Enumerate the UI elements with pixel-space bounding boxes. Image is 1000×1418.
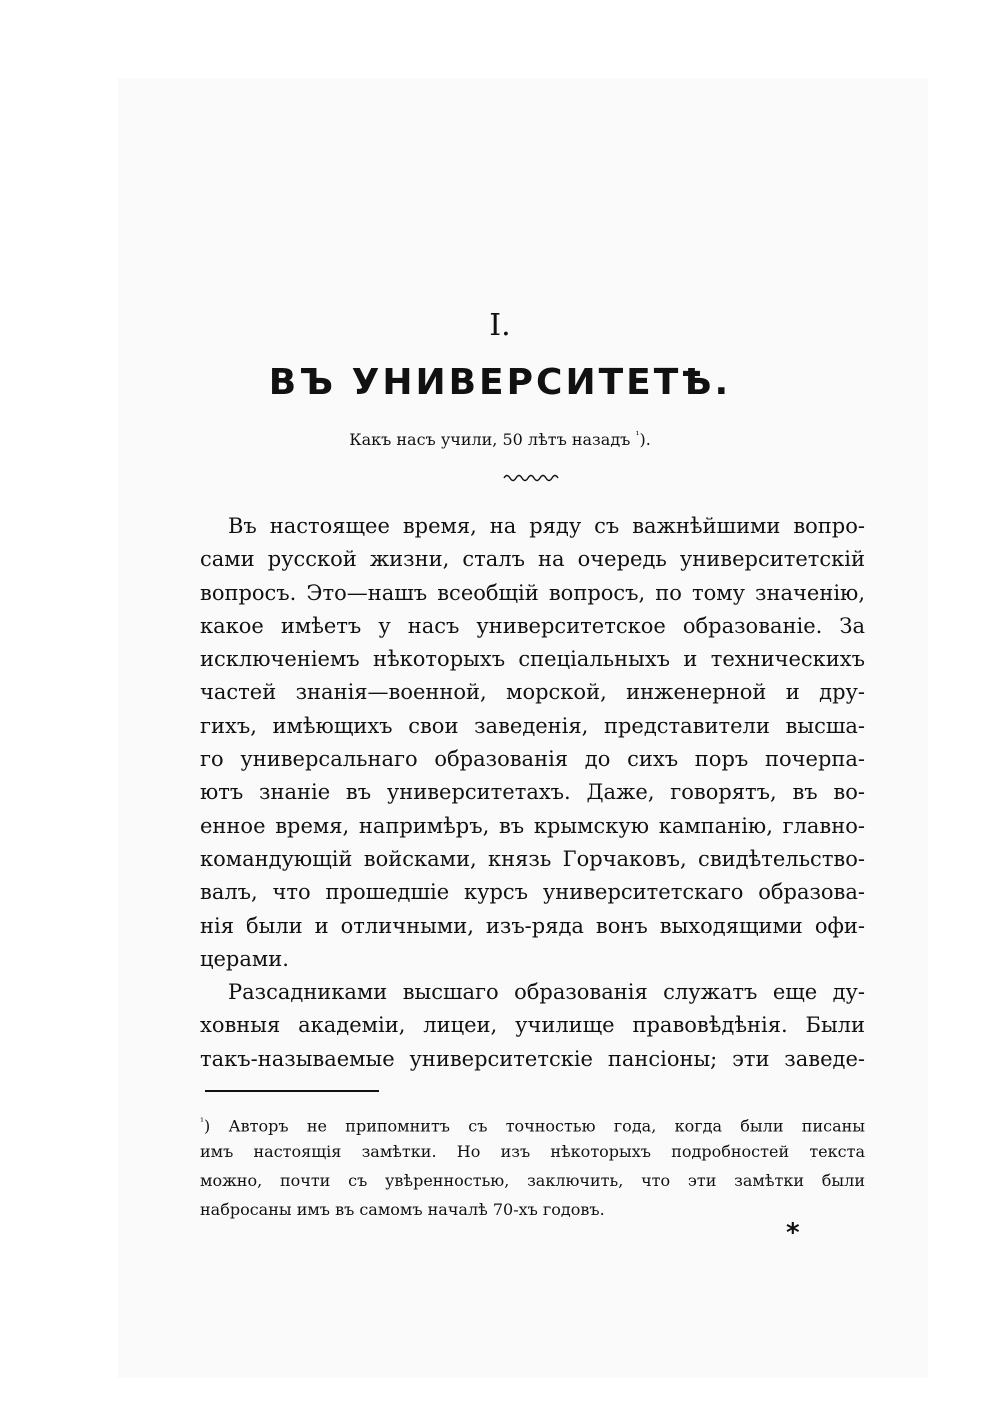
text-line: исключеніемъ нѣкоторыхъ спеціальныхъ и техническихъ bbox=[200, 647, 865, 672]
subtitle-close: ). bbox=[639, 430, 651, 449]
chapter-number: I. bbox=[489, 308, 511, 343]
footnote-line: набросаны имъ въ самомъ началѣ 70-хъ годовъ. bbox=[200, 1200, 605, 1219]
text-line: такъ-называемые университетскіе пансіоны; эти заведе- bbox=[200, 1046, 865, 1071]
chapter-title: ВЪ УНИВЕРСИТЕТѢ. bbox=[268, 362, 732, 403]
text-line: ховныя академіи, лицеи, училище правовѣдѣнія. Были bbox=[200, 1013, 865, 1038]
text-line: церами. bbox=[200, 946, 289, 971]
text-line: вопросъ. Это—нашъ всеобщій вопросъ, по тому значенію, bbox=[200, 580, 865, 605]
text-line: Въ настоящее время, на ряду съ важнѣйшими вопро- bbox=[228, 514, 865, 538]
text-line: го универсальнаго образованія до сихъ поръ почерпа- bbox=[200, 747, 865, 772]
text-line: какое имѣетъ у насъ университетское образованіе. За bbox=[200, 613, 865, 638]
footnote-divider bbox=[205, 1090, 379, 1092]
ornament-divider bbox=[502, 470, 560, 486]
footnote-line: имъ настоящія замѣтки. Но изъ нѣкоторыхъ подробностей текста bbox=[200, 1142, 865, 1161]
text-line: Разсадниками высшаго образованія служатъ еще ду- bbox=[228, 980, 865, 1005]
text-line: валъ, что прошедшіе курсъ университетскаго образова- bbox=[200, 880, 865, 905]
signature-asterisk: * bbox=[786, 1218, 800, 1248]
text-line: частей знанія—военной, морской, инженерной и дру- bbox=[200, 680, 865, 705]
chapter-subtitle bbox=[0, 430, 1000, 449]
text-line: нія были и отличными, изъ-ряда вонъ выходящими офи- bbox=[200, 913, 865, 938]
footnote-line: $^{^1}$) Авторъ не припомнитъ съ точностью года, когда были писаны bbox=[200, 1116, 865, 1136]
text-line: ютъ знаніе въ университетахъ. Даже, говорятъ, въ во- bbox=[200, 780, 865, 805]
subtitle-text: Какъ насъ учили, 50 лѣтъ назадъ bbox=[349, 430, 631, 449]
footnote-mark: ¹ bbox=[200, 1117, 205, 1128]
text-line: командующій войсками, князь Горчаковъ, свидѣтельство- bbox=[200, 846, 865, 871]
subtitle-footnote-mark: ¹ bbox=[635, 430, 640, 442]
text-line: енное время, напримѣръ, въ крымскую кампанію, главно- bbox=[200, 813, 865, 838]
footnote-line: можно, почти съ увѣренностью, заключить, что эти замѣтки были bbox=[200, 1171, 865, 1190]
footnote bbox=[200, 1108, 865, 1224]
text-line: сами русской жизни, сталъ на очередь университетскій bbox=[200, 547, 865, 572]
main-text bbox=[200, 510, 865, 1076]
text-line: гихъ, имѣющихъ свои заведенія, представители высша- bbox=[200, 713, 865, 738]
